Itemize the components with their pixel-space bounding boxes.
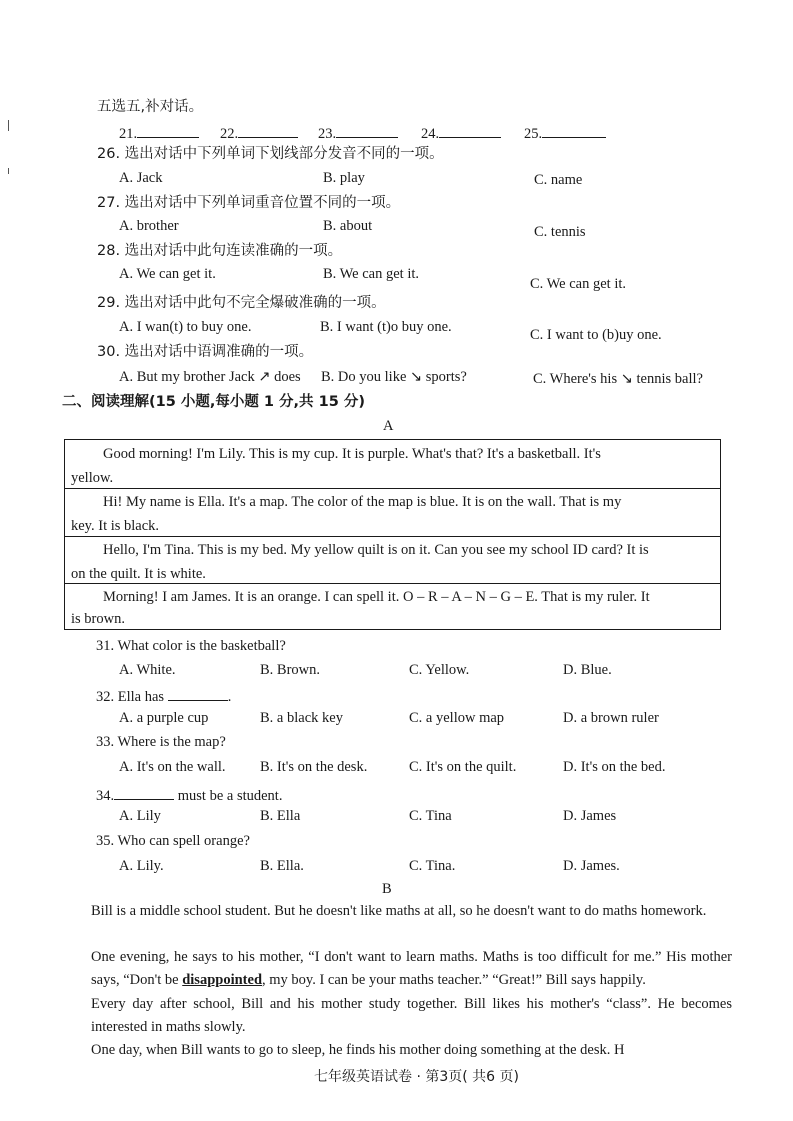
question-stem: 35. Who can spell orange?: [96, 833, 250, 849]
underlined-word: disappointed: [182, 972, 263, 988]
answer-blank[interactable]: [114, 785, 174, 800]
answer-blank[interactable]: [168, 686, 228, 701]
option-c[interactable]: C. Tina.: [409, 858, 456, 874]
passage-label: A: [383, 418, 394, 434]
section-title: 二、阅读理解(15 小题,每小题 1 分,共 15 分): [62, 394, 365, 410]
margin-mark: [8, 168, 9, 174]
option-d[interactable]: D. James: [563, 808, 617, 824]
option-a[interactable]: A. But my brother Jack ↗ does: [119, 369, 301, 385]
option-a[interactable]: A. Lily.: [119, 858, 164, 874]
option-c[interactable]: C. name: [534, 172, 583, 188]
option-c[interactable]: C. I want to (b)uy one.: [530, 327, 662, 343]
option-a[interactable]: A. It's on the wall.: [119, 759, 226, 775]
answer-blank[interactable]: [542, 123, 606, 138]
question-stem: 30. 选出对话中语调准确的一项。: [97, 344, 314, 360]
option-c[interactable]: C. We can get it.: [530, 276, 627, 292]
part5-blanks: [318, 123, 398, 142]
paragraph-text: [60, 946, 732, 992]
passage-b-paragraph: [60, 900, 732, 923]
margin-mark: [8, 120, 9, 131]
passage-a-line: Hello, I'm Tina. This is my bed. My yellow quilt is on it. Can you see my school ID card? It is: [103, 542, 649, 558]
passage-b-paragraph: [60, 1039, 732, 1062]
paragraph-text: Every day after school, Bill and his mother study together. Bill likes his mother's “class”. He becomes interested in maths slowly.: [91, 996, 732, 1035]
question-stem: 26. 选出对话中下列单词下划线部分发音不同的一项。: [97, 146, 444, 162]
option-b[interactable]: B. Do you like ↘ sports?: [321, 369, 467, 385]
option-b[interactable]: B. We can get it.: [323, 266, 420, 282]
option-b[interactable]: B. Ella.: [260, 858, 304, 874]
option-a[interactable]: A. We can get it.: [119, 266, 216, 282]
option-c[interactable]: C. a yellow map: [409, 710, 505, 726]
paragraph-text-part: One evening, he says to his mother, “I don't want to learn maths. Maths is too difficult for me.” His mother says, “Don't be: [91, 949, 732, 988]
question-stem: 27. 选出对话中下列单词重音位置不同的一项。: [97, 195, 401, 211]
option-b[interactable]: B. Brown.: [260, 662, 321, 678]
stem-text: .: [227, 689, 232, 705]
option-b[interactable]: B. play: [323, 170, 365, 186]
passage-a-line: is brown.: [71, 611, 125, 627]
paragraph-text: One day, when Bill wants to go to sleep, he finds his mother doing something at the desk. H: [91, 1042, 625, 1058]
stem-text: 34.: [96, 788, 115, 804]
blank-label: 24.: [421, 126, 440, 142]
part5-blanks: [119, 123, 199, 142]
stem-text: must be a student.: [177, 788, 283, 804]
option-c[interactable]: C. Tina: [409, 808, 452, 824]
option-b[interactable]: B. about: [323, 218, 373, 234]
passage-label: B: [382, 881, 392, 897]
part5-blanks: [421, 123, 501, 142]
passage-b-paragraph: [60, 993, 732, 1039]
option-a[interactable]: A. White.: [119, 662, 176, 678]
question-stem: 28. 选出对话中此句连读准确的一项。: [97, 243, 343, 259]
passage-a-line: Hi! My name is Ella. It's a map. The color of the map is blue. It is on the wall. That is my: [103, 494, 622, 510]
option-c[interactable]: C. Where's his ↘ tennis ball?: [533, 371, 703, 387]
option-d[interactable]: D. James.: [563, 858, 620, 874]
part5-blanks: [524, 123, 606, 142]
part5-title: 五选五,补对话。: [97, 99, 204, 115]
option-a[interactable]: A. I wan(t) to buy one.: [119, 319, 252, 335]
option-d[interactable]: D. a brown ruler: [563, 710, 659, 726]
answer-blank[interactable]: [137, 123, 199, 138]
option-d[interactable]: D. Blue.: [563, 662, 612, 678]
blank-label: 22.: [220, 126, 239, 142]
option-c[interactable]: C. Yellow.: [409, 662, 470, 678]
blank-label: 23.: [318, 126, 337, 142]
question-stem: 29. 选出对话中此句不完全爆破准确的一项。: [97, 295, 386, 311]
passage-a-line: on the quilt. It is white.: [71, 566, 206, 582]
answer-blank[interactable]: [238, 123, 298, 138]
question-stem: 31. What color is the basketball?: [96, 638, 286, 654]
option-a[interactable]: A. Jack: [119, 170, 163, 186]
question-stem: 33. Where is the map?: [96, 734, 226, 750]
stem-text: 32. Ella has: [96, 689, 165, 705]
option-a[interactable]: A. brother: [119, 218, 179, 234]
option-b[interactable]: B. It's on the desk.: [260, 759, 368, 775]
paragraph-text: Bill is a middle school student. But he doesn't like maths at all, so he doesn't want to do maths homework.: [91, 903, 707, 919]
option-c[interactable]: C. tennis: [534, 224, 586, 240]
passage-b-paragraph: [60, 946, 732, 992]
passage-a-line: Good morning! I'm Lily. This is my cup. It is purple. What's that? It's a basketball. It's: [103, 446, 601, 462]
table-divider: [65, 488, 720, 489]
option-c[interactable]: C. It's on the quilt.: [409, 759, 517, 775]
answer-blank[interactable]: [336, 123, 398, 138]
passage-a-line: key. It is black.: [71, 518, 160, 534]
question-stem: [96, 785, 282, 804]
option-d[interactable]: D. It's on the bed.: [563, 759, 666, 775]
blank-label: 25.: [524, 126, 543, 142]
passage-a-line: Morning! I am James. It is an orange. I can spell it. O – R – A – N – G – E. That is my ruler. It: [103, 589, 650, 605]
passage-a-line: yellow.: [71, 470, 114, 486]
option-a[interactable]: A. Lily: [119, 808, 161, 824]
table-divider: [65, 536, 720, 537]
option-b[interactable]: B. I want (t)o buy one.: [320, 319, 452, 335]
part5-blanks: [220, 123, 298, 142]
answer-blank[interactable]: [439, 123, 501, 138]
paragraph-text-part: , my boy. I can be your maths teacher.” “Great!” Bill says happily.: [262, 972, 646, 988]
blank-label: 21.: [119, 126, 138, 142]
question-stem: [96, 686, 231, 705]
page-footer: 七年级英语试卷 · 第3页( 共6 页): [314, 1069, 519, 1085]
option-b[interactable]: B. a black key: [260, 710, 343, 726]
option-a[interactable]: A. a purple cup: [119, 710, 209, 726]
table-divider: [65, 583, 720, 584]
option-b[interactable]: B. Ella: [260, 808, 301, 824]
